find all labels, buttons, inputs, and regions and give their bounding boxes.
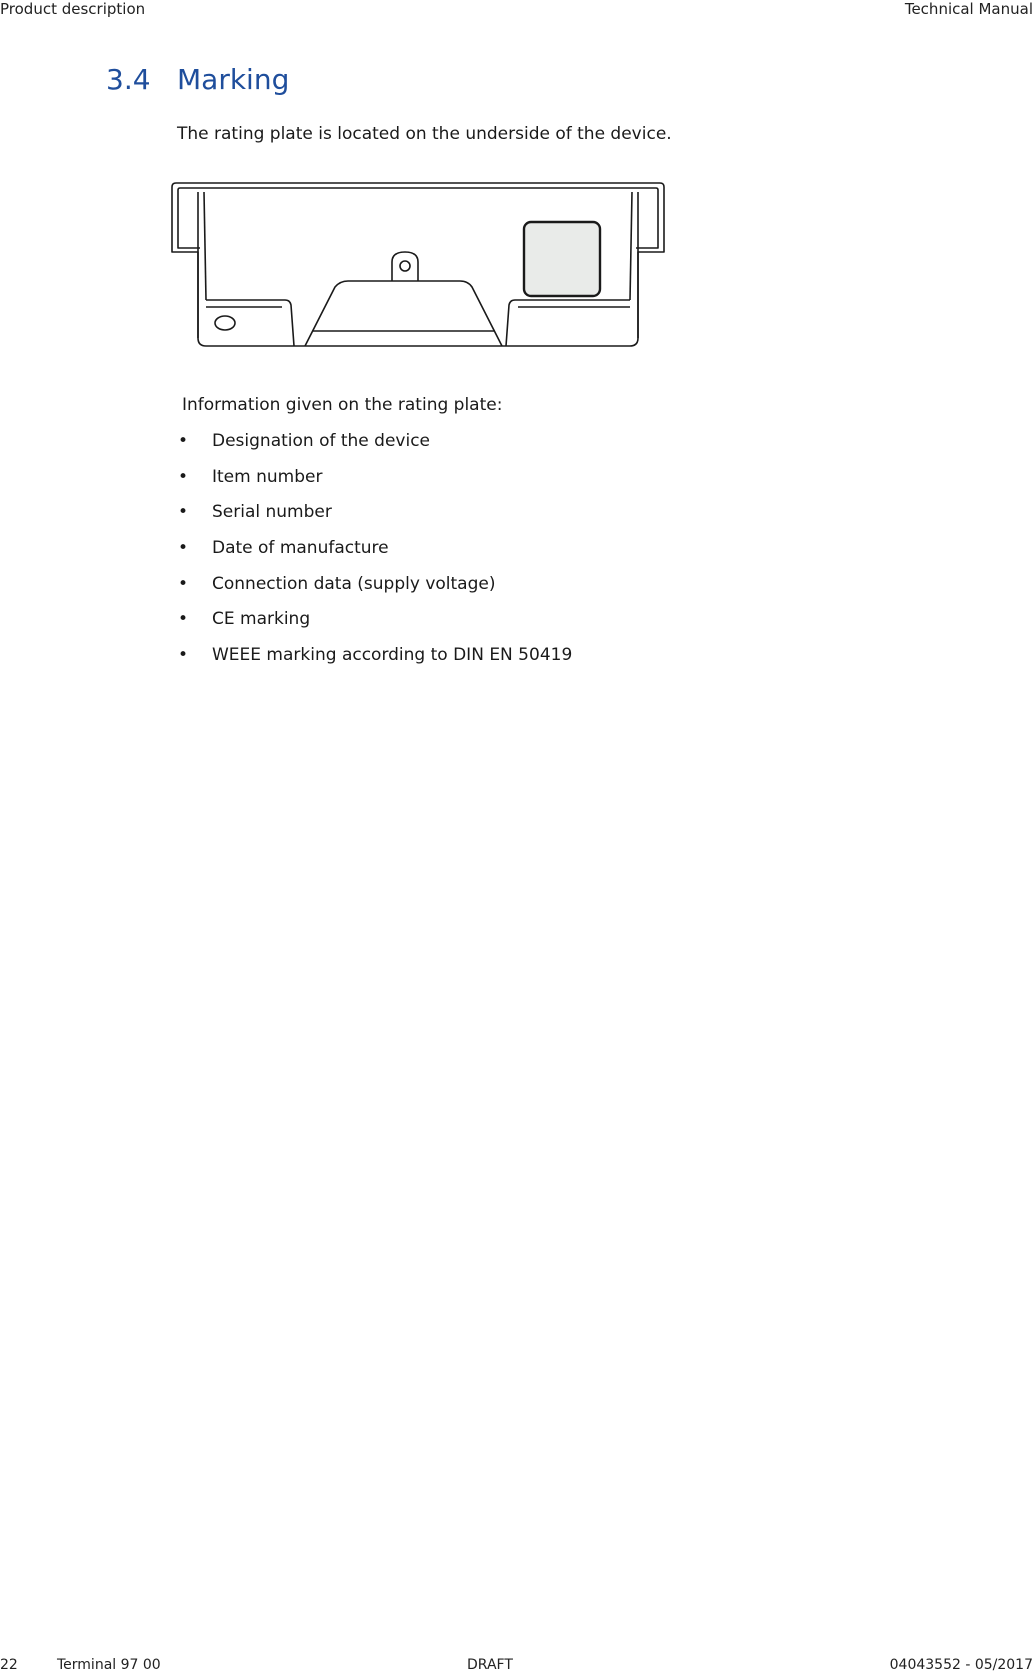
list-item-text: Item number — [212, 466, 323, 487]
footer-document-number: 04043552 - 05/2017 — [889, 1657, 1033, 1673]
list-item-text: Designation of the device — [212, 431, 431, 451]
intro-paragraph: The rating plate is located on the underside of the device. — [177, 124, 672, 144]
footer-product-name: Terminal 97 00 — [57, 1657, 161, 1673]
device-central-mount — [305, 281, 502, 346]
bullet-icon: • — [178, 466, 189, 487]
bullet-icon: • — [178, 538, 189, 559]
list-item-text: WEEE marking according to DIN EN 50419 — [212, 645, 573, 666]
list-item-text: CE marking — [212, 609, 311, 630]
footer-draft-status: DRAFT — [467, 1657, 513, 1673]
device-mount-tab — [392, 252, 418, 281]
footer-page-number: 22 — [0, 1657, 18, 1673]
rating-plate — [524, 222, 600, 296]
bullet-icon: • — [178, 573, 189, 594]
bullet-icon: • — [178, 609, 189, 630]
section-number: 3.4 — [106, 63, 151, 96]
bullet-icon: • — [178, 645, 189, 666]
running-header-section: Product description — [0, 0, 146, 18]
running-header-document: Technical Manual — [904, 0, 1033, 18]
bullet-icon: • — [178, 431, 189, 451]
section-title: Marking — [177, 63, 290, 96]
side-hole-icon — [215, 316, 235, 330]
list-intro: Information given on the rating plate: — [182, 395, 503, 415]
list-item-text: Date of manufacture — [212, 538, 389, 559]
device-underside-illustration — [170, 180, 670, 355]
bullet-icon: • — [178, 502, 189, 523]
mount-hole-icon — [400, 261, 410, 271]
list-item-text: Connection data (supply voltage) — [212, 573, 496, 594]
list-item-text: Serial number — [212, 502, 332, 523]
